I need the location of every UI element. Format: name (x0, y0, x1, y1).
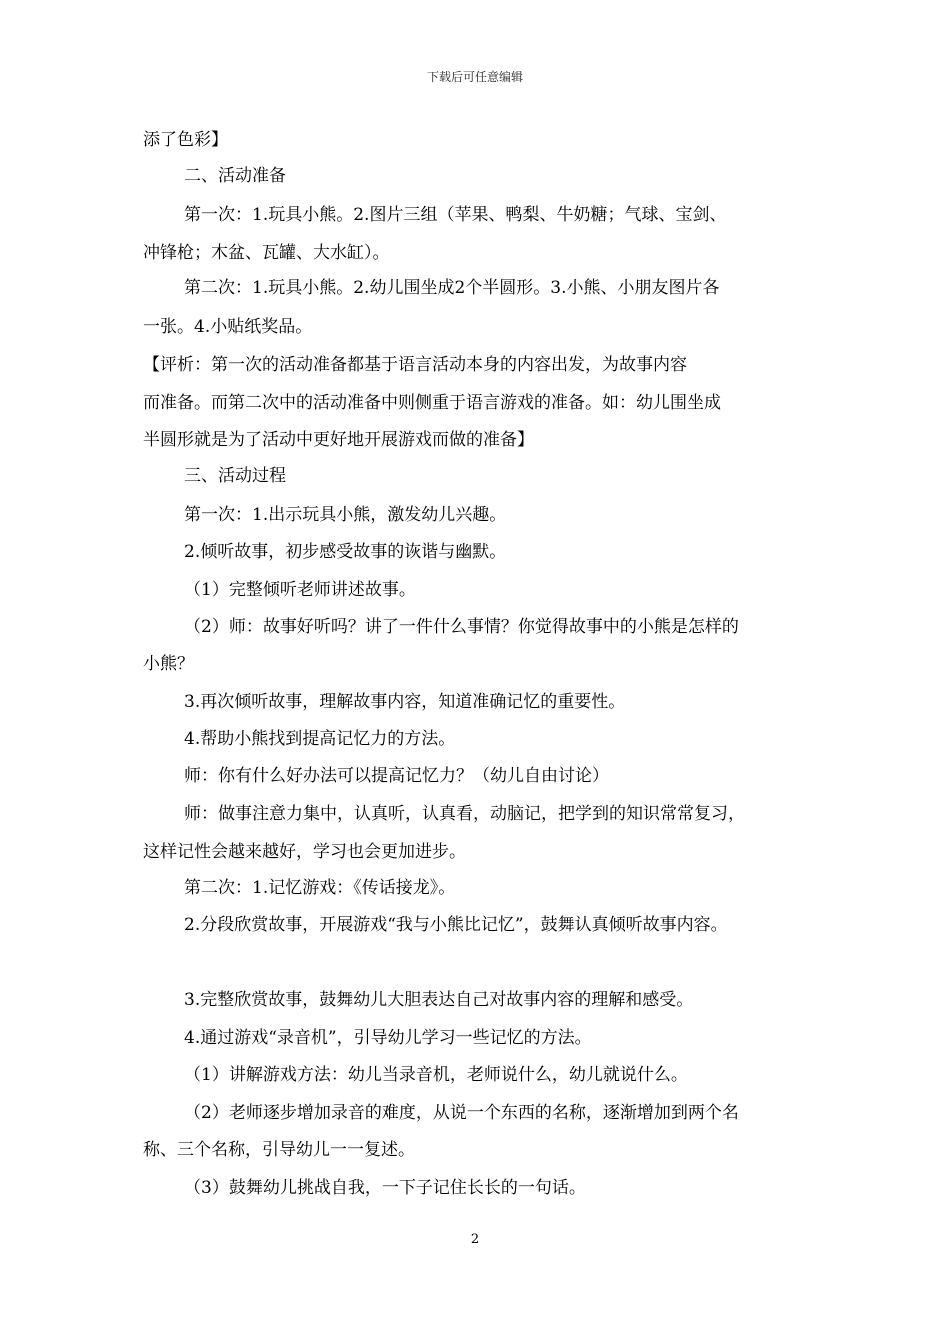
text-line: 小熊？ (143, 654, 194, 674)
text-line: 师：做事注意力集中，认真听，认真看，动脑记，把学到的知识常常复习， (184, 804, 745, 824)
text-line: 三、活动过程 (184, 466, 286, 486)
text-line: 2.分段欣赏故事，开展游戏“我与小熊比记忆”，鼓舞认真倾听故事内容。 (184, 915, 728, 935)
text-line: 第二次：1.玩具小熊。2.幼儿围坐成2个半圆形。3.小熊、小朋友图片各 (184, 278, 720, 298)
text-line: 添了色彩】 (143, 130, 228, 150)
text-line: （1）完整倾听老师讲述故事。 (184, 580, 416, 600)
text-line: 【评析：第一次的活动准备都基于语言活动本身的内容出发，为故事内容 (143, 355, 687, 375)
text-line: （1）讲解游戏方法：幼儿当录音机，老师说什么，幼儿就说什么。 (184, 1065, 688, 1085)
text-line: 这样记性会越来越好，学习也会更加进步。 (143, 842, 466, 862)
text-line: 第一次：1.玩具小熊。2.图片三组（苹果、鸭梨、牛奶糖；气球、宝剑、 (184, 205, 727, 225)
text-line: 冲锋枪；木盆、瓦罐、大水缸）。 (143, 243, 390, 263)
text-line: 4.通过游戏“录音机”，引导幼儿学习一些记忆的方法。 (184, 1028, 592, 1048)
text-line: 二、活动准备 (184, 166, 286, 186)
text-line: 2.倾听故事，初步感受故事的诙谐与幽默。 (184, 542, 507, 562)
text-line: 3.再次倾听故事，理解故事内容，知道准确记忆的重要性。 (184, 692, 626, 712)
text-line: 师：你有什么好办法可以提高记忆力？（幼儿自由讨论） (184, 766, 609, 786)
text-line: （3）鼓舞幼儿挑战自我，一下子记住长长的一句话。 (184, 1178, 586, 1198)
text-line: 一张。4.小贴纸奖品。 (143, 317, 313, 337)
text-line: 而准备。而第二次中的活动准备中则侧重于语言游戏的准备。如：幼儿围坐成 (143, 393, 721, 413)
page-header: 下载后可任意编辑 (426, 70, 523, 84)
text-line: 第一次：1.出示玩具小熊，激发幼儿兴趣。 (184, 505, 507, 525)
text-line: 4.帮助小熊找到提高记忆力的方法。 (184, 729, 456, 749)
text-line: 半圆形就是为了活动中更好地开展游戏而做的准备】 (143, 430, 534, 450)
text-line: 3.完整欣赏故事，鼓舞幼儿大胆表达自己对故事内容的理解和感受。 (184, 990, 694, 1010)
text-line: 称、三个名称，引导幼儿一一复述。 (143, 1140, 415, 1160)
text-line: （2）老师逐步增加录音的难度，从说一个东西的名称，逐渐增加到两个名 (184, 1103, 739, 1123)
page-number: 2 (470, 1232, 480, 1247)
text-line: （2）师：故事好听吗？讲了一件什么事情？你觉得故事中的小熊是怎样的 (184, 617, 739, 637)
text-line: 第二次：1.记忆游戏：《传话接龙》。 (184, 878, 456, 898)
